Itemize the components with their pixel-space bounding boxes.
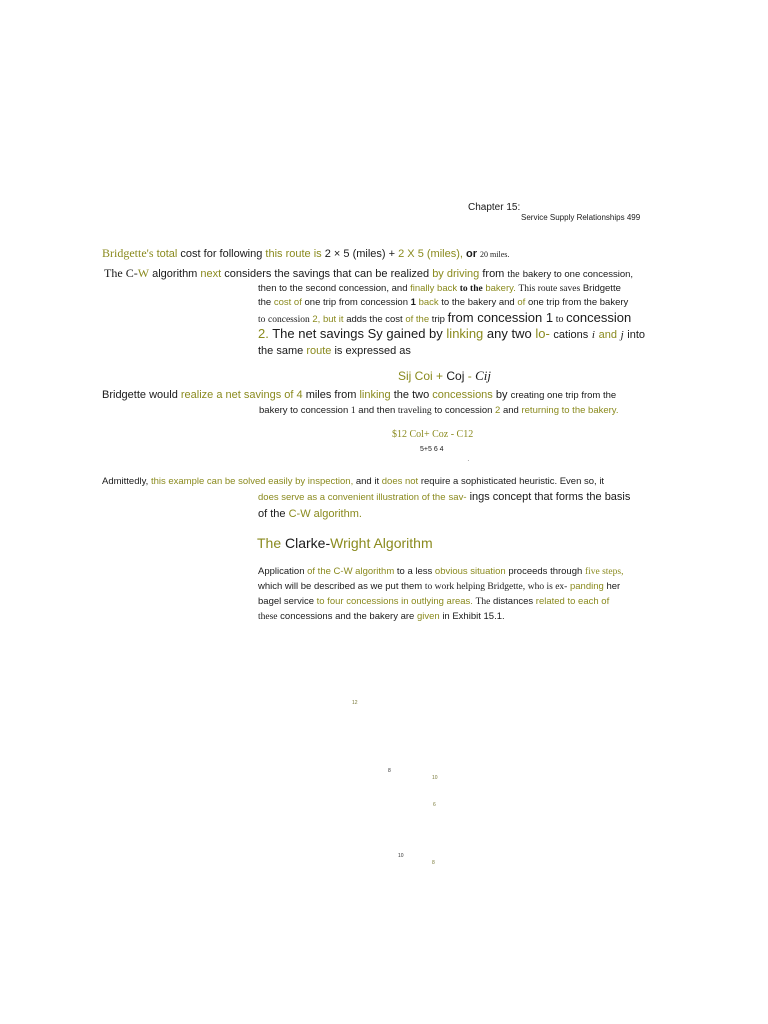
- exhibit-label: 8: [388, 768, 391, 774]
- text-line: the same route is expressed as: [258, 345, 411, 357]
- chapter-label: Chapter 15:: [468, 202, 521, 213]
- exhibit-label: 10: [398, 853, 404, 859]
- exhibit-label: 12: [352, 700, 358, 706]
- text-line: The C-W algorithm next considers the savings that can be realized by driving from the bakery to one concession,: [104, 266, 634, 280]
- text-line: to concession 2, but it adds the cost of the trip from concession 1 to concession: [258, 310, 632, 325]
- text-line: of the C-W algorithm.: [258, 508, 362, 520]
- text-line: which will be described as we put them to work helping Bridgette, who is ex- panding her: [258, 581, 621, 592]
- exhibit-label: 6: [433, 802, 436, 808]
- running-title: Service Supply Relationships 499: [521, 213, 641, 222]
- example-equation: $12 Col+ Coz - C12: [392, 429, 474, 440]
- text-line: Admittedly, this example can be solved easily by inspection, and it does not require a sophisticated heuristic. Even so, it: [102, 476, 605, 487]
- savings-equation: Sij Coi + Coj - Cij: [398, 368, 491, 383]
- text-line: then to the second concession, and finally back to the bakery. This route saves Bridgette: [258, 283, 621, 294]
- text-line: 2. The net savings Sy gained by linking any two lo- cations i and j into: [258, 326, 646, 341]
- text-line: bagel service to four concessions in outlying areas. The distances related to each of: [258, 596, 610, 607]
- text-line: these concessions and the bakery are given in Exhibit 15.1.: [258, 611, 505, 622]
- text-line: does serve as a convenient illustration of the sav- ings concept that forms the basis: [258, 491, 631, 503]
- text-line: Bridgette would realize a net savings of 4 miles from linking the two concessions by creating one trip from the: [102, 389, 617, 401]
- exhibit-label: 8: [432, 860, 435, 866]
- example-equation-values: 5+5 6 4: [420, 446, 444, 453]
- section-heading: The Clarke-Wright Algorithm: [257, 535, 433, 551]
- stray-dot: ·: [467, 456, 470, 465]
- text-line: bakery to concession 1 and then traveling to concession 2 and returning to the bakery.: [259, 405, 619, 416]
- paragraph-route-cost: Bridgette's total cost for following this route is 2 × 5 (miles) + 2 X 5 (miles), or 20 miles.: [102, 246, 510, 260]
- text-line: the cost of one trip from concession 1 back to the bakery and of one trip from the bakery: [258, 297, 629, 308]
- exhibit-label: 10: [432, 775, 438, 781]
- text-line: Application of the C-W algorithm to a less obvious situation proceeds through five steps,: [258, 566, 624, 577]
